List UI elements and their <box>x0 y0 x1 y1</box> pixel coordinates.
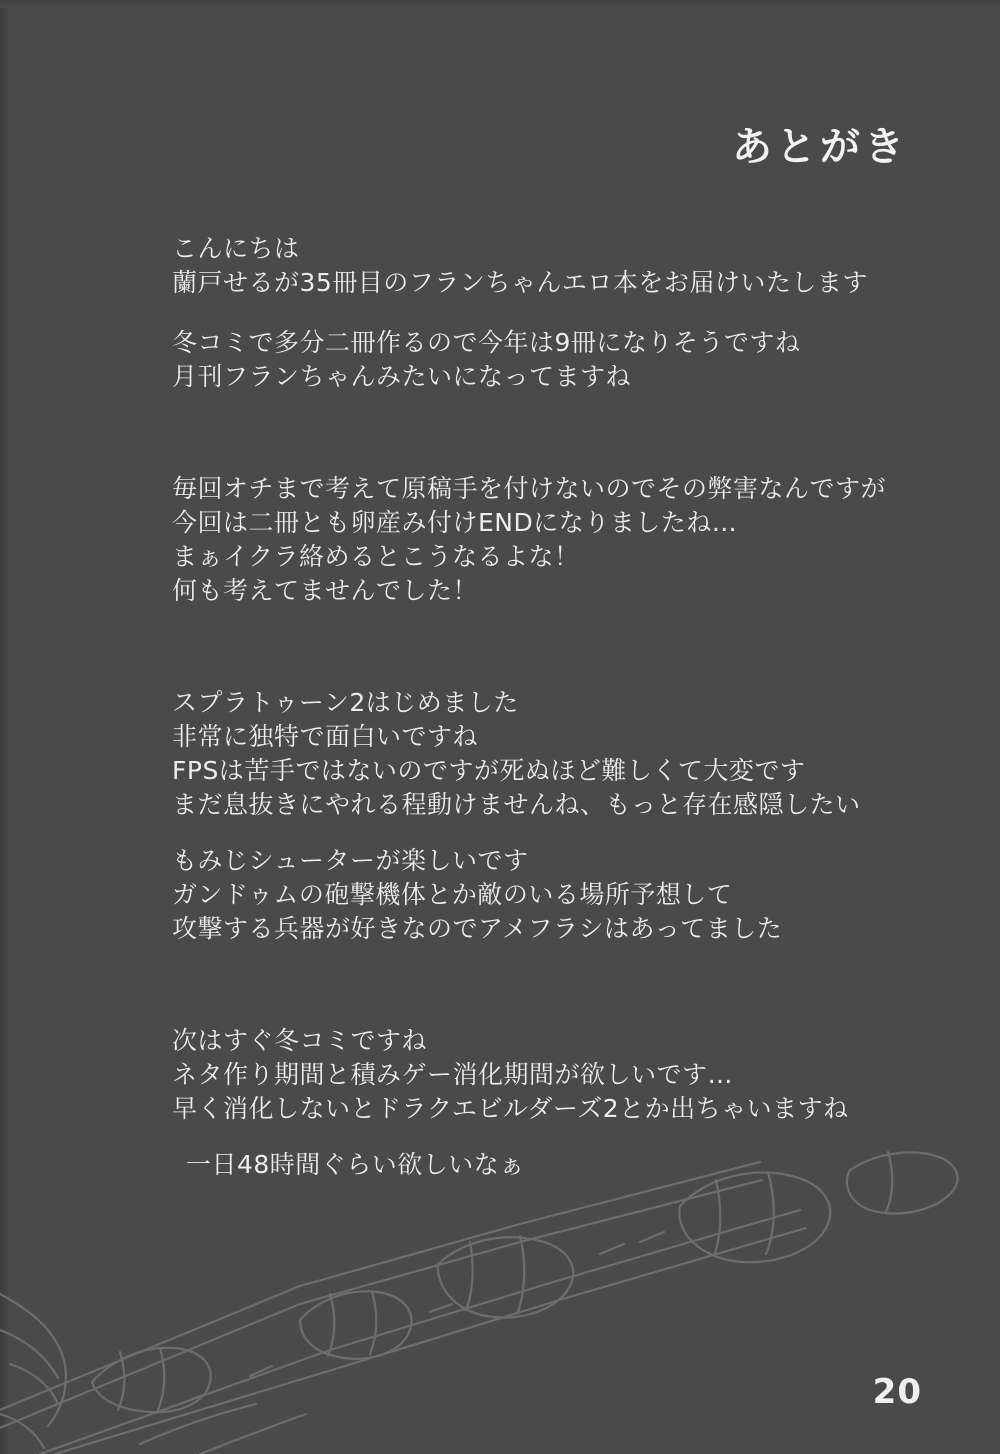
page-edge-top <box>0 0 1000 8</box>
text-line: もみじシューターが楽しいです <box>172 846 529 875</box>
text-line: 何も考えてませんでした！ <box>172 576 479 605</box>
text-line: 蘭戸せるが35冊目のフランちゃんエロ本をお届けいたします <box>172 268 868 297</box>
paragraph-momiji-shooter <box>172 844 962 946</box>
text-line: 冬コミで多分二冊作るので今年は9冊になりそうですね <box>172 328 801 357</box>
text-line: ネタ作り期間と積みゲー消化期間が欲しいです… <box>172 1060 734 1089</box>
text-line: 月刊フランちゃんみたいになってますね <box>172 362 632 391</box>
page-number: 20 <box>872 1372 922 1412</box>
text-line: まぁイクラ絡めるとこうなるよな！ <box>172 542 580 571</box>
afterword-body <box>172 232 962 1208</box>
paragraph-closing <box>172 1148 962 1182</box>
text-line: 攻撃する兵器が好きなのでアメフラシはあってました <box>172 914 783 943</box>
text-line: 今回は二冊とも卵産み付けENDになりましたね… <box>172 508 738 537</box>
paragraph-manuscript <box>172 472 962 608</box>
text-line: 毎回オチまで考えて原稿手を付けないのでその弊害なんですが <box>172 474 887 503</box>
paragraph-greeting <box>172 232 962 300</box>
page-title: あとがき <box>732 124 908 170</box>
text-line: 次はすぐ冬コミですね <box>172 1026 428 1055</box>
text-line: 非常に独特で面白いですね <box>172 722 479 751</box>
text-line: ガンドゥムの砲撃機体とか敵のいる場所予想して <box>172 880 733 909</box>
text-line: こんにちは <box>172 234 300 263</box>
paragraph-winter-comike <box>172 326 962 394</box>
text-line: まだ息抜きにやれる程動けませんね、もっと存在感隠したい <box>172 790 861 819</box>
text-line: 早く消化しないとドラクエビルダーズ2とか出ちゃいますね <box>172 1094 849 1123</box>
text-line: FPSは苦手ではないのですが死ぬほど難しくて大変です <box>172 756 806 785</box>
paragraph-splatoon <box>172 686 962 822</box>
text-line: スプラトゥーン2はじめました <box>172 688 519 717</box>
text-line: 一日48時間ぐらい欲しいなぁ <box>186 1150 525 1179</box>
paragraph-next-comike <box>172 1024 962 1126</box>
page-edge-left <box>0 0 10 1454</box>
